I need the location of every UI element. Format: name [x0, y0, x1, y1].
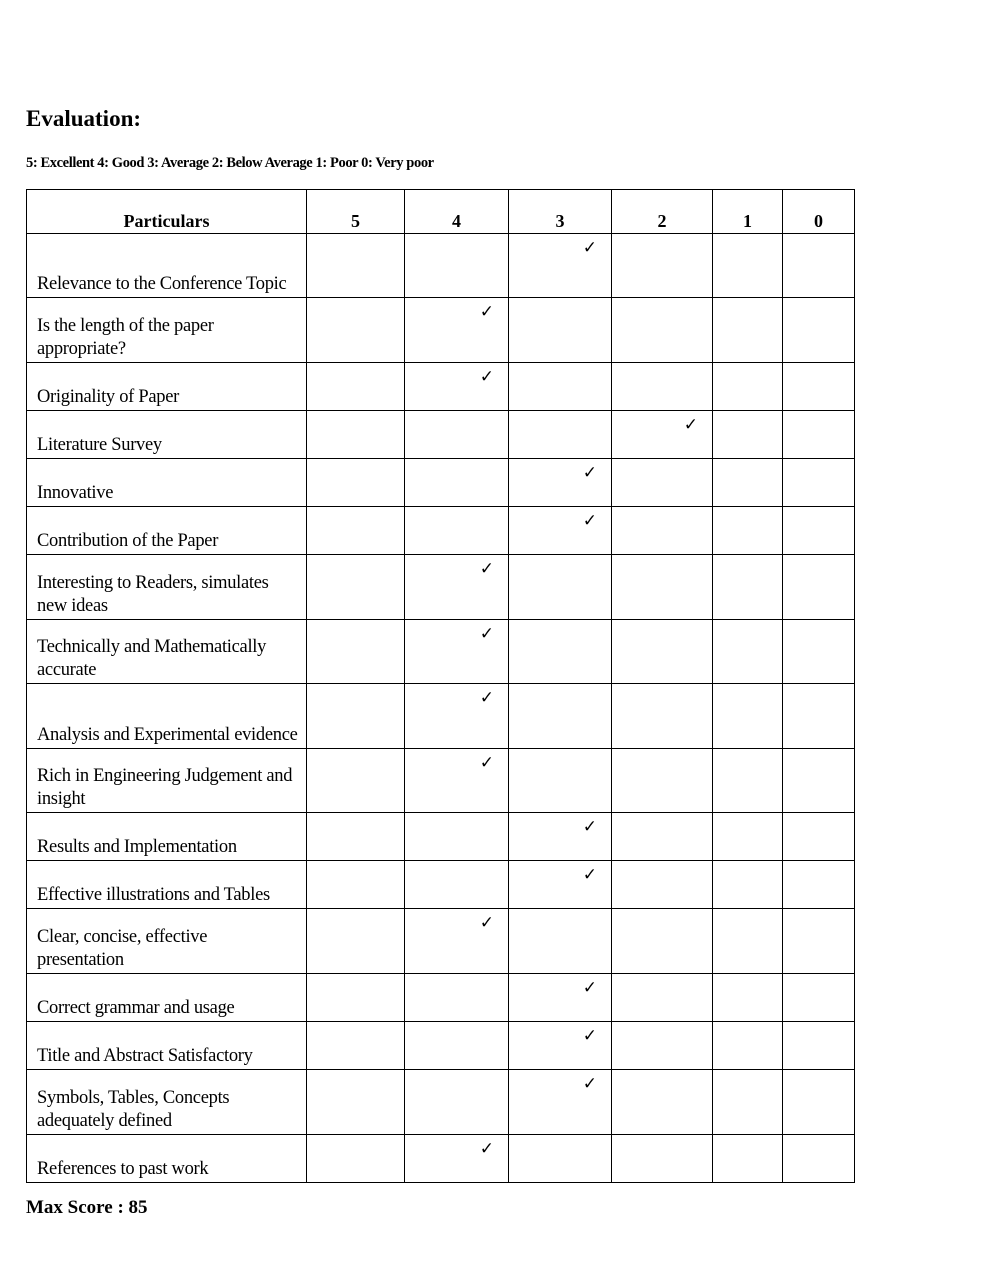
score-cell-3 [509, 411, 612, 459]
check-icon: ✓ [683, 415, 698, 435]
score-cell-0 [783, 1070, 855, 1135]
score-cell-1 [713, 507, 783, 555]
score-cell-2 [612, 298, 713, 363]
score-cell-4 [405, 620, 509, 684]
score-cell-3 [509, 1022, 612, 1070]
score-cell-1 [713, 684, 783, 749]
header-particulars: Particulars [27, 190, 307, 234]
header-score-5: 5 [307, 190, 405, 234]
table-row [27, 813, 855, 861]
criterion-label: Rich in Engineering Judgement and insight [27, 749, 307, 813]
check-icon: ✓ [582, 1026, 597, 1046]
score-cell-3 [509, 909, 612, 974]
score-cell-1 [713, 555, 783, 620]
criterion-label: Contribution of the Paper [27, 507, 307, 555]
table-row [27, 411, 855, 459]
criterion-label: References to past work [27, 1135, 307, 1183]
score-cell-4 [405, 298, 509, 363]
score-cell-3 [509, 684, 612, 749]
table-row [27, 861, 855, 909]
check-icon: ✓ [479, 302, 494, 322]
check-icon: ✓ [582, 511, 597, 531]
score-cell-3 [509, 459, 612, 507]
score-cell-0 [783, 555, 855, 620]
table-row [27, 363, 855, 411]
score-cell-5 [307, 861, 405, 909]
criterion-label: Analysis and Experimental evidence [27, 684, 307, 749]
score-cell-3 [509, 363, 612, 411]
score-cell-3 [509, 749, 612, 813]
score-cell-4 [405, 363, 509, 411]
table-row [27, 909, 855, 974]
score-cell-5 [307, 234, 405, 298]
check-icon: ✓ [582, 463, 597, 483]
score-cell-4 [405, 909, 509, 974]
score-cell-3 [509, 813, 612, 861]
score-cell-1 [713, 1135, 783, 1183]
check-icon: ✓ [479, 753, 494, 773]
score-cell-3 [509, 861, 612, 909]
score-cell-5 [307, 298, 405, 363]
score-cell-4 [405, 1022, 509, 1070]
score-cell-1 [713, 363, 783, 411]
score-cell-0 [783, 507, 855, 555]
criterion-label: Effective illustrations and Tables [27, 861, 307, 909]
score-cell-2 [612, 620, 713, 684]
table-row [27, 507, 855, 555]
score-cell-2 [612, 749, 713, 813]
score-cell-4 [405, 861, 509, 909]
score-cell-0 [783, 411, 855, 459]
table-row [27, 620, 855, 684]
table-row [27, 684, 855, 749]
table-header-row [27, 190, 855, 234]
score-cell-4 [405, 555, 509, 620]
score-cell-1 [713, 749, 783, 813]
score-cell-4 [405, 459, 509, 507]
table-row [27, 459, 855, 507]
score-cell-2 [612, 363, 713, 411]
header-score-2: 2 [612, 190, 713, 234]
score-cell-2 [612, 684, 713, 749]
score-cell-1 [713, 974, 783, 1022]
criterion-label: Originality of Paper [27, 363, 307, 411]
score-cell-5 [307, 507, 405, 555]
score-cell-5 [307, 363, 405, 411]
score-cell-2 [612, 974, 713, 1022]
check-icon: ✓ [582, 978, 597, 998]
check-icon: ✓ [479, 559, 494, 579]
score-cell-4 [405, 507, 509, 555]
score-cell-5 [307, 1070, 405, 1135]
score-cell-2 [612, 909, 713, 974]
score-cell-5 [307, 909, 405, 974]
table-row [27, 1022, 855, 1070]
score-cell-2 [612, 1135, 713, 1183]
score-cell-5 [307, 555, 405, 620]
criterion-label: Results and Implementation [27, 813, 307, 861]
score-cell-2 [612, 555, 713, 620]
score-cell-1 [713, 620, 783, 684]
header-score-3: 3 [509, 190, 612, 234]
score-cell-0 [783, 909, 855, 974]
score-cell-5 [307, 620, 405, 684]
criterion-label: Innovative [27, 459, 307, 507]
score-cell-0 [783, 861, 855, 909]
evaluation-table-body [27, 234, 855, 1183]
score-cell-0 [783, 974, 855, 1022]
score-cell-3 [509, 620, 612, 684]
score-cell-3 [509, 234, 612, 298]
check-icon: ✓ [479, 624, 494, 644]
score-cell-2 [612, 507, 713, 555]
score-cell-2 [612, 1070, 713, 1135]
score-cell-0 [783, 459, 855, 507]
score-cell-5 [307, 749, 405, 813]
table-row [27, 1135, 855, 1183]
score-cell-1 [713, 909, 783, 974]
score-cell-0 [783, 749, 855, 813]
score-cell-5 [307, 974, 405, 1022]
criterion-label: Correct grammar and usage [27, 974, 307, 1022]
score-cell-3 [509, 555, 612, 620]
check-icon: ✓ [479, 367, 494, 387]
score-cell-1 [713, 411, 783, 459]
score-cell-0 [783, 1022, 855, 1070]
table-row [27, 555, 855, 620]
table-row [27, 749, 855, 813]
score-cell-0 [783, 684, 855, 749]
score-cell-5 [307, 459, 405, 507]
score-cell-4 [405, 684, 509, 749]
check-icon: ✓ [479, 688, 494, 708]
score-cell-1 [713, 234, 783, 298]
table-row [27, 234, 855, 298]
score-cell-1 [713, 861, 783, 909]
score-cell-4 [405, 1070, 509, 1135]
check-icon: ✓ [479, 913, 494, 933]
score-cell-4 [405, 749, 509, 813]
score-cell-0 [783, 620, 855, 684]
check-icon: ✓ [582, 817, 597, 837]
score-cell-4 [405, 974, 509, 1022]
score-cell-3 [509, 1070, 612, 1135]
max-score: Max Score : 85 [26, 1197, 148, 1218]
score-cell-1 [713, 1070, 783, 1135]
score-cell-4 [405, 411, 509, 459]
criterion-label: Relevance to the Conference Topic [27, 234, 307, 298]
check-icon: ✓ [582, 1074, 597, 1094]
score-cell-1 [713, 459, 783, 507]
score-cell-0 [783, 363, 855, 411]
score-cell-5 [307, 411, 405, 459]
score-cell-1 [713, 298, 783, 363]
score-cell-5 [307, 1022, 405, 1070]
score-cell-5 [307, 1135, 405, 1183]
criterion-label: Literature Survey [27, 411, 307, 459]
score-cell-3 [509, 298, 612, 363]
score-cell-2 [612, 411, 713, 459]
rating-scale-legend: 5: Excellent 4: Good 3: Average 2: Below Average 1: Poor 0: Very poor [26, 155, 434, 171]
score-cell-2 [612, 1022, 713, 1070]
score-cell-2 [612, 813, 713, 861]
criterion-label: Title and Abstract Satisfactory [27, 1022, 307, 1070]
score-cell-1 [713, 1022, 783, 1070]
score-cell-4 [405, 234, 509, 298]
score-cell-4 [405, 1135, 509, 1183]
check-icon: ✓ [479, 1139, 494, 1159]
check-icon: ✓ [582, 865, 597, 885]
table-row [27, 974, 855, 1022]
check-icon: ✓ [582, 238, 597, 258]
score-cell-2 [612, 459, 713, 507]
table-row [27, 298, 855, 363]
criterion-label: Clear, concise, effective presentation [27, 909, 307, 974]
score-cell-2 [612, 861, 713, 909]
score-cell-5 [307, 813, 405, 861]
criterion-label: Symbols, Tables, Concepts adequately defined [27, 1070, 307, 1135]
score-cell-0 [783, 1135, 855, 1183]
score-cell-3 [509, 507, 612, 555]
criterion-label: Interesting to Readers, simulates new ideas [27, 555, 307, 620]
score-cell-5 [307, 684, 405, 749]
score-cell-0 [783, 813, 855, 861]
criterion-label: Is the length of the paper appropriate? [27, 298, 307, 363]
score-cell-3 [509, 974, 612, 1022]
score-cell-2 [612, 234, 713, 298]
score-cell-0 [783, 298, 855, 363]
table-row [27, 1070, 855, 1135]
score-cell-1 [713, 813, 783, 861]
score-cell-4 [405, 813, 509, 861]
evaluation-table [26, 189, 855, 1183]
criterion-label: Technically and Mathematically accurate [27, 620, 307, 684]
header-score-1: 1 [713, 190, 783, 234]
page-title: Evaluation: [26, 106, 142, 131]
header-score-0: 0 [783, 190, 855, 234]
score-cell-0 [783, 234, 855, 298]
header-score-4: 4 [405, 190, 509, 234]
score-cell-3 [509, 1135, 612, 1183]
